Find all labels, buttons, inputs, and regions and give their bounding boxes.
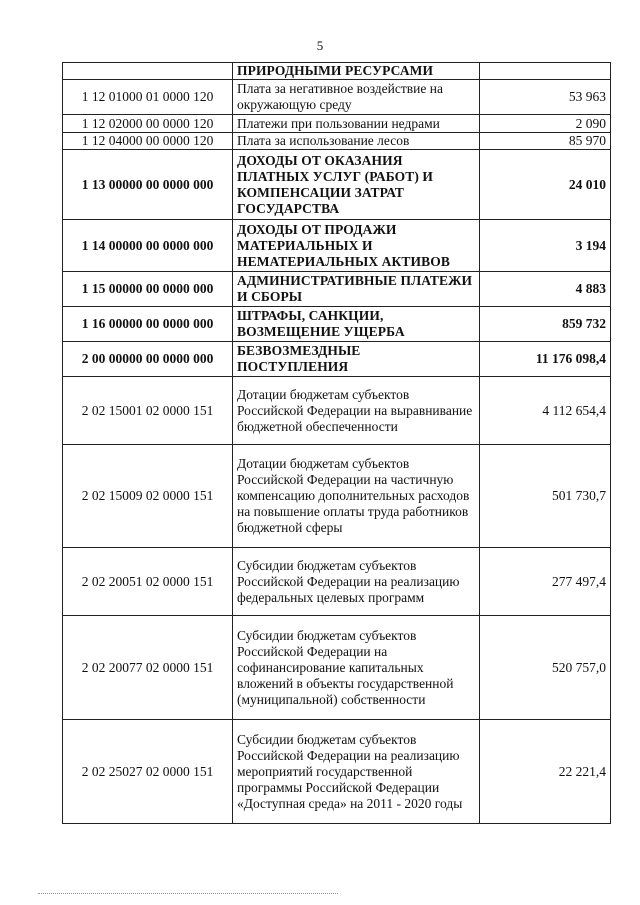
- table-row: [63, 720, 611, 824]
- row-amount: 85 970: [480, 133, 611, 150]
- row-amount: 2 090: [480, 115, 611, 133]
- row-amount: 501 730,7: [480, 445, 611, 548]
- table-row: [63, 133, 611, 150]
- table-row: [63, 220, 611, 272]
- row-name: ДОХОДЫ ОТ ОКАЗАНИЯ ПЛАТНЫХ УСЛУГ (РАБОТ) И КОМПЕНСАЦИИ ЗАТРАТ ГОСУДАРСТВА: [233, 150, 480, 220]
- table-row: [63, 63, 611, 80]
- row-amount: 3 194: [480, 220, 611, 272]
- row-amount: 24 010: [480, 150, 611, 220]
- row-name: БЕЗВОЗМЕЗДНЫЕ ПОСТУПЛЕНИЯ: [233, 342, 480, 377]
- footer-divider: [38, 893, 338, 894]
- row-name: Платежи при пользовании недрами: [233, 115, 480, 133]
- row-amount: 520 757,0: [480, 616, 611, 720]
- row-name: Дотации бюджетам субъектов Российской Федерации на выравнивание бюджетной обеспеченности: [233, 377, 480, 445]
- revenue-table: [62, 62, 611, 824]
- row-name: ПРИРОДНЫМИ РЕСУРСАМИ: [233, 63, 480, 80]
- row-amount: 53 963: [480, 80, 611, 115]
- table-row: [63, 616, 611, 720]
- row-amount: 22 221,4: [480, 720, 611, 824]
- table-row: [63, 445, 611, 548]
- row-name: Плата за негативное воздействие на окружающую среду: [233, 80, 480, 115]
- row-code: 2 02 15001 02 0000 151: [63, 377, 233, 445]
- row-amount: 859 732: [480, 307, 611, 342]
- row-amount: [480, 63, 611, 80]
- row-code: 1 12 01000 01 0000 120: [63, 80, 233, 115]
- table-row: [63, 548, 611, 616]
- row-name: Субсидии бюджетам субъектов Российской Федерации на реализацию федеральных целевых программ: [233, 548, 480, 616]
- table-row: [63, 342, 611, 377]
- row-name: Дотации бюджетам субъектов Российской Федерации на частичную компенсацию дополнительных расходов на повышение оплаты труда работников бюджетной сферы: [233, 445, 480, 548]
- row-code: 2 02 15009 02 0000 151: [63, 445, 233, 548]
- row-name: АДМИНИСТРАТИВНЫЕ ПЛАТЕЖИ И СБОРЫ: [233, 272, 480, 307]
- row-amount: 11 176 098,4: [480, 342, 611, 377]
- row-code: 1 12 04000 00 0000 120: [63, 133, 233, 150]
- page-number: 5: [316, 38, 324, 53]
- row-code: 1 14 00000 00 0000 000: [63, 220, 233, 272]
- table-row: [63, 150, 611, 220]
- table-row: [63, 307, 611, 342]
- row-name: Плата за использование лесов: [233, 133, 480, 150]
- row-code: 1 15 00000 00 0000 000: [63, 272, 233, 307]
- row-code: 2 02 25027 02 0000 151: [63, 720, 233, 824]
- table-row: [63, 377, 611, 445]
- row-name: ДОХОДЫ ОТ ПРОДАЖИ МАТЕРИАЛЬНЫХ И НЕМАТЕРИАЛЬНЫХ АКТИВОВ: [233, 220, 480, 272]
- row-code: 2 02 20051 02 0000 151: [63, 548, 233, 616]
- row-name: Субсидии бюджетам субъектов Российской Федерации на софинансирование капитальных вложений в объекты государственной (муниципальной) собственности: [233, 616, 480, 720]
- row-code: 2 02 20077 02 0000 151: [63, 616, 233, 720]
- row-code: 1 12 02000 00 0000 120: [63, 115, 233, 133]
- table-row: [63, 115, 611, 133]
- row-code: [63, 63, 233, 80]
- row-amount: 4 883: [480, 272, 611, 307]
- row-code: 2 00 00000 00 0000 000: [63, 342, 233, 377]
- row-code: 1 16 00000 00 0000 000: [63, 307, 233, 342]
- row-amount: 277 497,4: [480, 548, 611, 616]
- table-row: [63, 272, 611, 307]
- table-row: [63, 80, 611, 115]
- row-name: Субсидии бюджетам субъектов Российской Федерации на реализацию мероприятий государственной программы Российской Федерации «Доступная среда» на 2011 - 2020 годы: [233, 720, 480, 824]
- row-amount: 4 112 654,4: [480, 377, 611, 445]
- row-code: 1 13 00000 00 0000 000: [63, 150, 233, 220]
- row-name: ШТРАФЫ, САНКЦИИ, ВОЗМЕЩЕНИЕ УЩЕРБА: [233, 307, 480, 342]
